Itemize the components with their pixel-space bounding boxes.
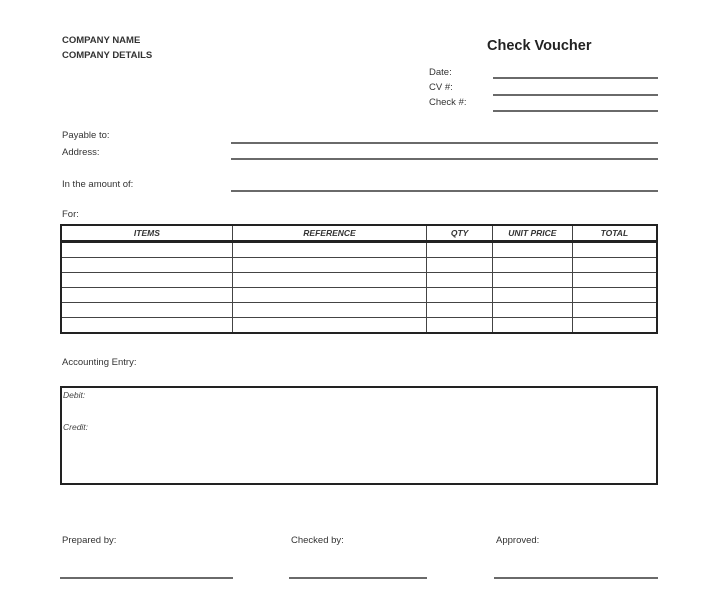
document-title: Check Voucher (487, 38, 592, 54)
table-cell[interactable] (61, 258, 232, 273)
checked-by-signature-line[interactable] (289, 577, 427, 579)
table-cell[interactable] (61, 288, 232, 303)
accounting-entry-label: Accounting Entry: (62, 357, 137, 368)
table-cell[interactable] (427, 273, 493, 288)
table-cell[interactable] (232, 318, 426, 334)
table-cell[interactable] (232, 303, 426, 318)
table-cell[interactable] (492, 258, 572, 273)
accounting-entry-box[interactable] (60, 386, 658, 485)
cv-number-label: CV #: (429, 82, 453, 93)
amount-field[interactable] (231, 190, 658, 192)
table-cell[interactable] (232, 273, 426, 288)
company-name: COMPANY NAME (62, 35, 141, 46)
column-header-qty: QTY (427, 225, 493, 242)
amount-label: In the amount of: (62, 179, 134, 190)
approved-label: Approved: (496, 535, 540, 546)
table-cell[interactable] (572, 258, 657, 273)
prepared-by-label: Prepared by: (62, 535, 117, 546)
table-cell[interactable] (492, 303, 572, 318)
cv-number-field[interactable] (493, 94, 658, 96)
approved-signature-line[interactable] (494, 577, 658, 579)
check-number-label: Check #: (429, 97, 467, 108)
for-label: For: (62, 209, 79, 220)
column-header-items: ITEMS (61, 225, 232, 242)
table-cell[interactable] (427, 242, 493, 258)
table-cell[interactable] (427, 288, 493, 303)
table-row (61, 288, 657, 303)
table-cell[interactable] (492, 242, 572, 258)
company-details: COMPANY DETAILS (62, 50, 153, 61)
address-field[interactable] (231, 158, 658, 160)
table-row (61, 258, 657, 273)
credit-label: Credit: (63, 422, 89, 432)
address-label: Address: (62, 147, 100, 158)
table-cell[interactable] (572, 318, 657, 334)
table-cell[interactable] (492, 273, 572, 288)
table-header-row (61, 225, 657, 242)
table-cell[interactable] (427, 303, 493, 318)
table-row (61, 273, 657, 288)
table-cell[interactable] (492, 318, 572, 334)
column-header-total: TOTAL (572, 225, 657, 242)
table-cell[interactable] (232, 288, 426, 303)
table-cell[interactable] (61, 303, 232, 318)
table-cell[interactable] (427, 318, 493, 334)
table-cell[interactable] (232, 242, 426, 258)
date-label: Date: (429, 67, 452, 78)
checked-by-label: Checked by: (291, 535, 344, 546)
table-cell[interactable] (572, 242, 657, 258)
column-header-unit-price: UNIT PRICE (492, 225, 572, 242)
payable-to-label: Payable to: (62, 130, 110, 141)
table-cell[interactable] (427, 258, 493, 273)
table-cell[interactable] (492, 288, 572, 303)
check-number-field[interactable] (493, 110, 658, 112)
debit-label: Debit: (63, 390, 86, 400)
table-row (61, 318, 657, 334)
table-cell[interactable] (232, 258, 426, 273)
table-cell[interactable] (61, 318, 232, 334)
items-table (60, 224, 658, 334)
column-header-reference: REFERENCE (232, 225, 426, 242)
table-row (61, 242, 657, 258)
date-field[interactable] (493, 77, 658, 79)
prepared-by-signature-line[interactable] (60, 577, 233, 579)
table-cell[interactable] (61, 242, 232, 258)
payable-to-field[interactable] (231, 142, 658, 144)
table-cell[interactable] (572, 303, 657, 318)
table-cell[interactable] (572, 288, 657, 303)
table-cell[interactable] (572, 273, 657, 288)
table-row (61, 303, 657, 318)
table-cell[interactable] (61, 273, 232, 288)
